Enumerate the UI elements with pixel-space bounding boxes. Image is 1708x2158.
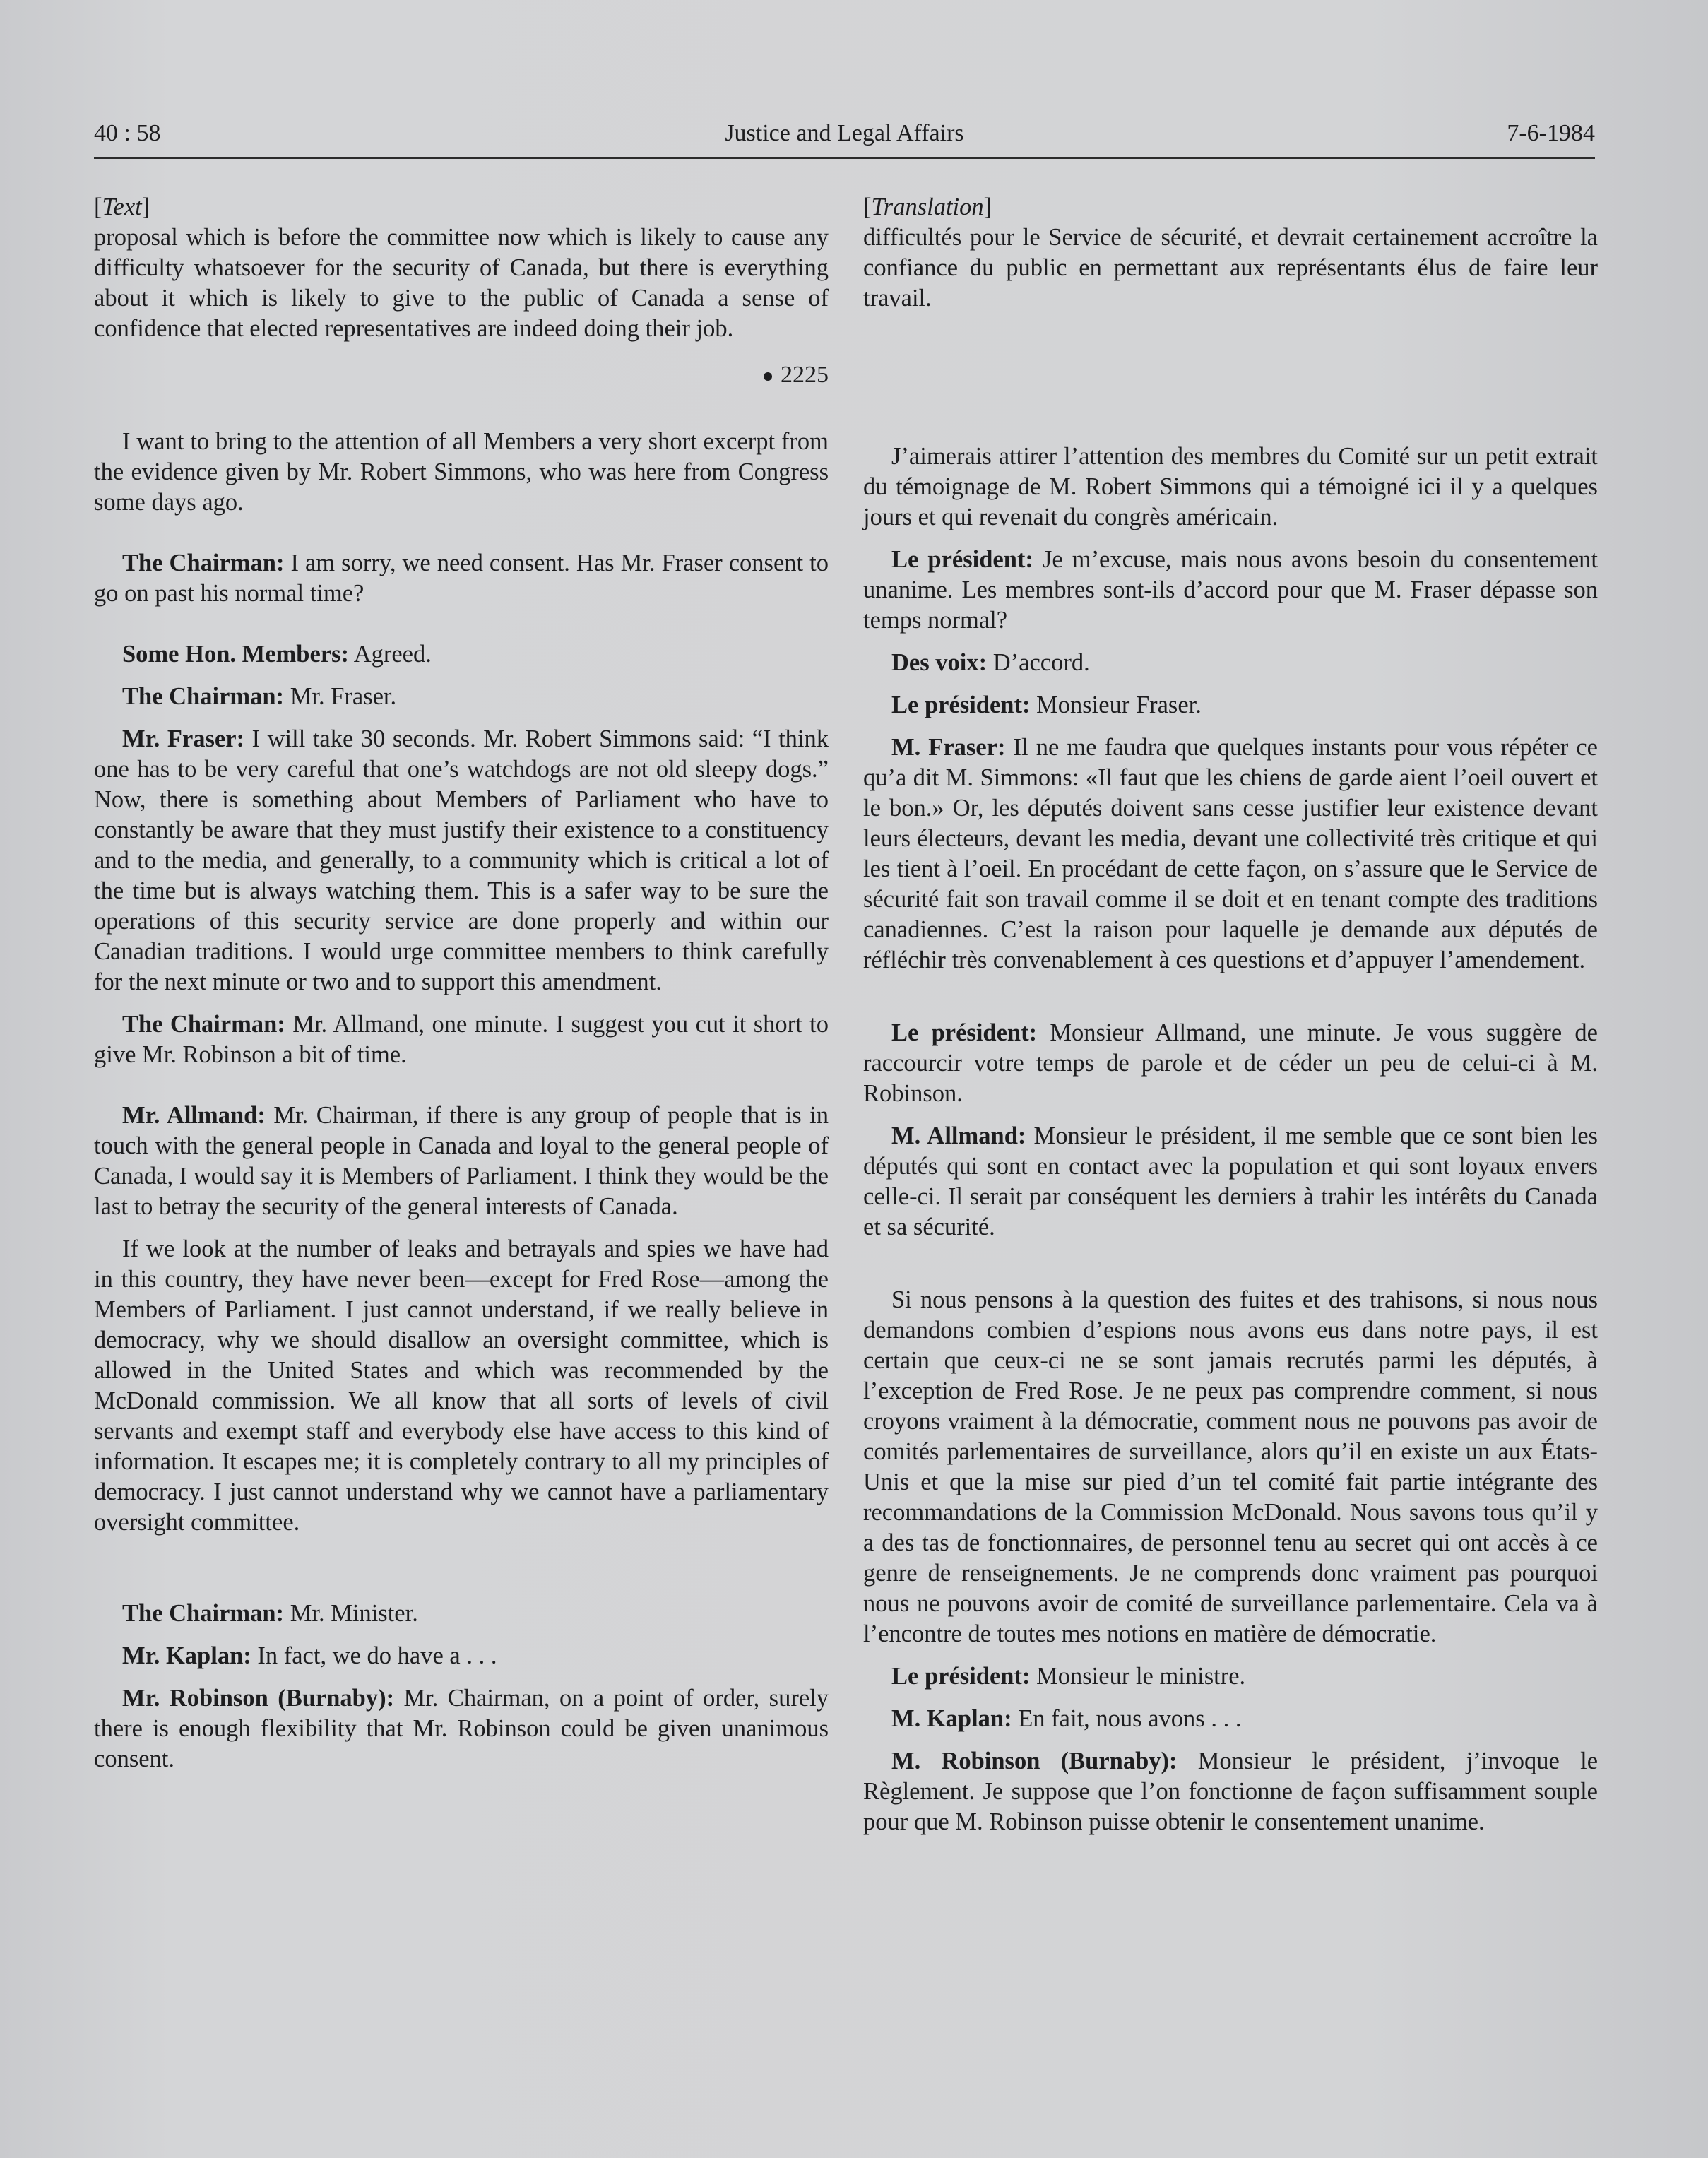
paragraph: proposal which is before the committee now which is likely to cause any difficulty whatsoever for the security of Canada, but there is everything about it which is likely to give to the public of Canada a sense of confidence that elected representatives are indeed doing their job. — [94, 224, 829, 342]
speaker-name: Mr. Kaplan: — [122, 1642, 251, 1669]
speaker-name: M. Kaplan: — [891, 1705, 1012, 1732]
speech: Le président: Monsieur le ministre. — [891, 1663, 1246, 1690]
speech: Mr. Allmand: Mr. Chairman, if there is any group of people that is in touch with the general people in Canada and loyal to the general people of Canada, I would say it is Members of Parliament. I think they would be the last to betray the security of the general interests of Canada. — [94, 1102, 829, 1220]
page-header — [94, 120, 1595, 157]
speaker-name: The Chairman: — [122, 1011, 285, 1038]
text-tag: [Text] — [94, 194, 150, 220]
speaker-name: Le président: — [891, 1019, 1038, 1046]
speech: The Chairman: Mr. Minister. — [122, 1600, 418, 1627]
speaker-name: Le président: — [891, 546, 1033, 573]
english-column — [94, 192, 829, 1774]
speech: Le président: Monsieur Allmand, une minute. Je vous suggère de raccourcir votre temps de parole et de céder un peu de celui-ci à M. Robinson. — [863, 1019, 1598, 1107]
french-column — [863, 192, 1598, 1837]
speech: Some Hon. Members: Agreed. — [122, 641, 432, 668]
speech: The Chairman: Mr. Fraser. — [122, 683, 397, 710]
speaker-name: Le président: — [891, 692, 1031, 718]
speaker-name: Mr. Fraser: — [122, 725, 245, 752]
paragraph: difficultés pour le Service de sécurité, et devrait certainement accroître la confiance du public en permettant aux représentants élus de faire leur travail. — [863, 224, 1598, 312]
speech: M. Allmand: Monsieur le président, il me semble que ce sont bien les députés qui sont en contact avec la population et qui sont loyaux envers celle-ci. Il serait par conséquent les derniers à trahir les intérêts du Canada et sa sécurité. — [863, 1122, 1598, 1240]
header-rule — [94, 157, 1595, 159]
page-date: 7-6-1984 — [1507, 120, 1595, 146]
speech: M. Robinson (Burnaby): Monsieur le président, j’invoque le Règlement. Je suppose que l’on fonctionne de façon suffisamment souple pour que M. Robinson puisse obtenir le consentement unanime. — [863, 1748, 1599, 1835]
speaker-name: Mr. Robinson (Burnaby): — [122, 1685, 395, 1712]
paragraph: J’aimerais attirer l’attention des membres du Comité sur un petit extrait du témoignage de M. Robert Simmons qui a témoigné ici il y a quelques jours et qui revenait du congrès américain. — [863, 443, 1598, 530]
speech: The Chairman: I am sorry, we need consent. Has Mr. Fraser consent to go on past his normal time? — [94, 550, 829, 607]
speaker-name: M. Fraser: — [891, 734, 1006, 761]
speaker-name: Le président: — [891, 1663, 1031, 1690]
speech: Des voix: D’accord. — [891, 649, 1090, 676]
paragraph: Si nous pensons à la question des fuites et des trahisons, si nous nous demandons combien d’espions nous avons eus dans notre pays, il est certain que ceux-ci ne se sont jamais recrutés parmi les députés, à l’exception de Fred Rose. Je ne peux pas comprendre comment, si nous croyons vraiment à la démocratie, comment nous ne pouvons pas avoir de comités parlementaires de surveillance, alors qu’il en existe un aux États-Unis et que la mise sur pied d’un tel comité fait partie intégrante des recommandations de la Commission McDonald. Nous savons tous qu’il y a des tas de fonctionnaires, de personnel tenu au secret qui ont accès à ce genre de renseignements. Je ne comprends donc vraiment pas pourquoi nous ne pouvons avoir de comité de surveillance parlementaire. Cela va à l’encontre de toutes mes notions en matière de démocratie. — [863, 1286, 1598, 1647]
publication-title: Justice and Legal Affairs — [725, 120, 964, 146]
speaker-name: M. Robinson (Burnaby): — [891, 1748, 1178, 1774]
paragraph: I want to bring to the attention of all Members a very short excerpt from the evidence given by Mr. Robert Simmons, who was here from Congress some days ago. — [94, 428, 829, 516]
speech: The Chairman: Mr. Allmand, one minute. I suggest you cut it short to give Mr. Robinson a bit of time. — [94, 1011, 829, 1068]
speaker-name: Des voix: — [891, 649, 988, 676]
speech: Le président: Je m’excuse, mais nous avons besoin du consentement unanime. Les membres sont-ils d’accord pour que M. Fraser dépasse son temps normal? — [863, 546, 1598, 634]
speaker-name: Some Hon. Members: — [122, 641, 349, 668]
speech: Mr. Fraser: I will take 30 seconds. Mr. Robert Simmons said: “I think one has to be very careful that one’s watchdogs are not old sleepy dogs.” Now, there is something about Members of Parliament who have to constantly be aware that they must justify their existence to a constituency and to the media, and generally, to a community which is critical a lot of the time but is always watching them. This is a safer way to be sure the operations of this security service are done properly and within our Canadian traditions. I would urge committee members to think carefully for the next minute or two and to support this amendment. — [94, 725, 829, 995]
speech: Mr. Robinson (Burnaby): Mr. Chairman, on a point of order, surely there is enough flexibility that Mr. Robinson could be given unanimous consent. — [94, 1685, 829, 1772]
time-marker: 2225 — [94, 360, 829, 390]
speaker-name: M. Allmand: — [891, 1122, 1026, 1149]
speaker-name: The Chairman: — [122, 683, 285, 710]
speech: Le président: Monsieur Fraser. — [891, 692, 1202, 718]
translation-tag: [Translation] — [863, 194, 992, 220]
speech: Mr. Kaplan: In fact, we do have a . . . — [122, 1642, 497, 1669]
paragraph: If we look at the number of leaks and betrayals and spies we have had in this country, they have never been—except for Fred Rose—among the Members of Parliament. I just cannot understand, if we really believe in democracy, why we should disallow an oversight committee, which is allowed in the United States and which was recommended by the McDonald commission. We all know that all sorts of levels of civil servants and exempt staff and everybody else have access to this kind of information. It escapes me; it is completely contrary to all my principles of democracy. I just cannot understand why we cannot have a parliamentary oversight committee. — [94, 1235, 829, 1536]
speech: M. Fraser: Il ne me faudra que quelques instants pour vous répéter ce qu’a dit M. Simmons: «Il faut que les chiens de garde aient l’oeil ouvert et le bon.» Or, les députés doivent sans cesse justifier leur existence devant leurs électeurs, devant les media, devant une collectivité très critique et qui les tient à l’oeil. En procédant de cette façon, on s’assure que le Service de sécurité fait son travail comme il se doit et en tenant compte des traditions canadiennes. C’est la raison pour laquelle je demande aux députés de réfléchir très convenablement à ces questions et d’appuyer l’amendement. — [863, 734, 1598, 973]
page-number: 40 : 58 — [94, 120, 161, 146]
speech: M. Kaplan: En fait, nous avons . . . — [891, 1705, 1242, 1732]
speaker-name: Mr. Allmand: — [122, 1102, 266, 1129]
bullet-icon — [764, 372, 772, 381]
speaker-name: The Chairman: — [122, 1600, 285, 1627]
speaker-name: The Chairman: — [122, 550, 285, 576]
